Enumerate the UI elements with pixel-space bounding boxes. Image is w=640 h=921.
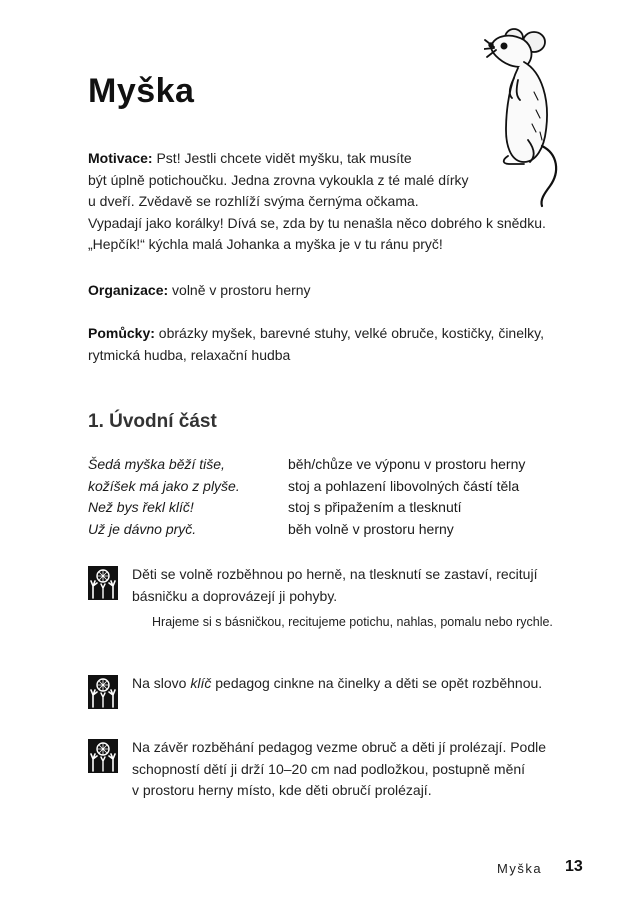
activity-text bbox=[132, 673, 542, 695]
poem-action: běh volně v prostoru herny bbox=[288, 520, 454, 537]
activity-block bbox=[88, 673, 558, 709]
motivation-line-4: Vypadají jako korálky! Dívá se, zda by tu nenašla něco dobrého k snědku. bbox=[88, 214, 546, 231]
poem-verse: Než bys řekl klíč! bbox=[88, 499, 194, 515]
motivation-line-2: být úplně potichoučku. Jedna zrovna vykoukla z té malé dírky bbox=[88, 171, 469, 188]
hands-activity-icon bbox=[88, 739, 118, 773]
poem-row bbox=[88, 497, 525, 519]
poem-row bbox=[88, 454, 525, 476]
activity-text bbox=[132, 564, 537, 607]
tools-label: Pomůcky: bbox=[88, 325, 155, 341]
activity-note: Hrajeme si s básničkou, recitujeme potichu, nahlas, pomalu nebo rychle. bbox=[152, 615, 553, 629]
activity-2-after: pedagog cinkne na činelky a děti se opět rozběhnou. bbox=[211, 675, 543, 691]
poem-verse: kožíšek má jako z plyše. bbox=[88, 477, 240, 494]
hands-activity-icon bbox=[88, 566, 118, 600]
poem-verse: Šedá myška běží tiše, bbox=[88, 456, 225, 472]
activity-3-line-1: Na závěr rozběhání pedagog vezme obruč a děti jí prolézají. Podle bbox=[132, 739, 547, 755]
poem-action: běh/chůze ve výponu v prostoru herny bbox=[288, 456, 526, 472]
tools-line-1: obrázky myšek, barevné stuhy, velké obruče, kostičky, činelky, bbox=[154, 325, 544, 341]
motivation-label: Motivace: bbox=[88, 150, 153, 166]
activity-1-line-2: básničku a doprovázejí ji pohyby. bbox=[132, 587, 338, 604]
motivation-line-1: Pst! Jestli chcete vidět myšku, tak musíte bbox=[152, 150, 412, 166]
activity-2-before: Na slovo bbox=[132, 675, 191, 691]
motivation-paragraph bbox=[88, 148, 546, 256]
page-number: 13 bbox=[565, 858, 583, 875]
tools-line-2: rytmická hudba, relaxační hudba bbox=[88, 346, 291, 363]
organization-label: Organizace: bbox=[88, 282, 169, 298]
poem-row bbox=[88, 476, 525, 498]
section-heading: 1. Úvodní část bbox=[88, 411, 217, 432]
activity-3-line-3: v prostoru herny místo, kde děti obručí prolézají. bbox=[132, 782, 432, 798]
tools-paragraph bbox=[88, 323, 544, 366]
poem-row bbox=[88, 519, 525, 541]
activity-block bbox=[88, 564, 558, 607]
activity-1-line-1: Děti se volně rozběhnou po herně, na tlesknutí se zastaví, recitují bbox=[132, 566, 538, 582]
page-title: Myška bbox=[88, 72, 195, 110]
activity-2-keyword: klíč bbox=[190, 675, 212, 691]
activity-3-line-2: schopností dětí ji drží 10–20 cm nad podložkou, postupně mění bbox=[132, 760, 526, 777]
organization-text: volně v prostoru herny bbox=[168, 282, 311, 298]
hands-activity-icon bbox=[88, 675, 118, 709]
poem-action: stoj s připažením a tlesknutí bbox=[288, 499, 462, 515]
poem-verse: Už je dávno pryč. bbox=[88, 520, 197, 537]
activity-text bbox=[132, 737, 546, 802]
poem-action: stoj a pohlazení libovolných částí těla bbox=[288, 477, 520, 494]
motivation-line-3: u dveří. Zvědavě se rozhlíží svýma černýma očkama. bbox=[88, 193, 419, 209]
activity-block bbox=[88, 737, 558, 802]
motivation-line-5: „Hepčík!“ kýchla malá Johanka a myška je v tu ránu pryč! bbox=[88, 236, 443, 252]
organization-paragraph bbox=[88, 280, 311, 302]
footer-chapter-name: Myška bbox=[497, 861, 543, 876]
poem-table bbox=[88, 454, 525, 540]
